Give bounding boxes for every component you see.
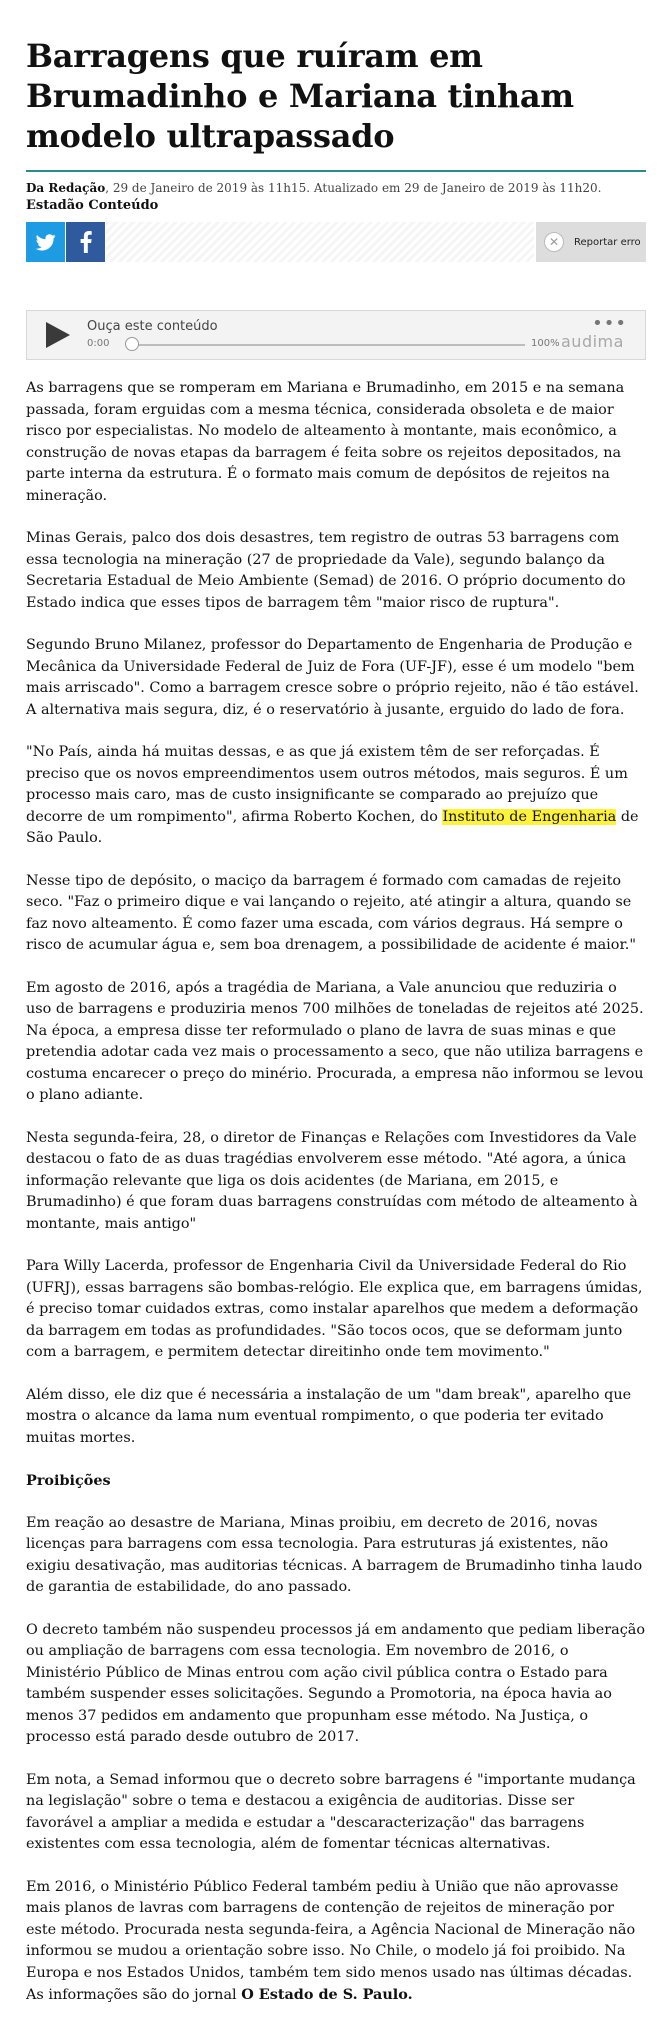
close-circle-icon: ✕ <box>544 232 564 252</box>
player-brand-logo: audima <box>561 332 624 351</box>
paragraph: O decreto também não suspendeu processos já em andamento que pediam liberação ou ampliação de barragens com essa tecnologia. Em novembro de 2016, o Ministério Público de Minas entrou com ação civil pública contra o Estado para também suspender esses solicitações. Segundo a Promotoria, na época havia ao menos 37 pedidos em andamento que propunham esse método. Na Justiça, o processo está parado desde outubro de 2017. <box>26 1621 646 1745</box>
instituto-engenharia-link[interactable]: Instituto de Engenharia <box>442 808 617 825</box>
headline-divider <box>26 170 646 172</box>
twitter-share-button[interactable] <box>26 222 65 262</box>
audio-player <box>26 310 646 360</box>
share-bar-pattern <box>106 222 534 262</box>
paragraph-text: de São Paulo. <box>26 808 639 846</box>
paragraph-text: "No País, ainda há muitas dessas, e as que já existem têm de ser reforçadas. É preciso que os novos empreendimentos usem outros métodos, mais seguros. É um processo mais caro, mas de custo insignificante se comparado ao prejuízo que decorre de um rompimento", afirma Roberto Kochen, do <box>26 744 628 825</box>
facebook-icon <box>80 231 92 253</box>
facebook-share-button[interactable] <box>66 222 105 262</box>
byline <box>26 180 646 214</box>
paragraph: Para Willy Lacerda, professor de Engenharia Civil da Universidade Federal do Rio (UFRJ), essas barragens são bombas-relógio. Ele explica que, em barragens úmidas, é preciso tomar cuidados extras, como instalar aparelhos que medem a deformação da barragem em todas as profundidades. "São tocos ocos, que se deformam junto com a barragem, e permitem detectar direitinho onde tem movimento." <box>26 1258 643 1360</box>
paragraph: Segundo Bruno Milanez, professor do Departamento de Engenharia de Produção e Mecânica da Universidade Federal de Juiz de Fora (UF-JF), esse é um modelo "bem mais arriscado". Como a barragem cresce sobre o próprio rejeito, não é tão estável. A alternativa mais segura, diz, é o reservatório à jusante, erguido do lado de fora. <box>26 637 639 718</box>
player-progress-handle[interactable] <box>125 337 139 351</box>
section-heading-proibicoes: Proibições <box>26 1472 111 1489</box>
report-error-label: Reportar erro <box>574 236 641 248</box>
byline-dates: , 29 de Janeiro de 2019 às 11h15. Atualizado em 29 de Janeiro de 2019 às 11h20. <box>105 181 602 195</box>
report-error-button[interactable] <box>536 222 646 262</box>
paragraph <box>26 742 646 850</box>
player-time: 0:00 <box>87 338 110 349</box>
paragraph: Além disso, ele diz que é necessária a instalação de um "dam break", aparelho que mostra o alcance da lama num eventual rompimento, o que poderia ter evitado muitas mortes. <box>26 1386 632 1446</box>
paragraph-text: Em 2016, o Ministério Público Federal também pediu à União que não aprovasse mais planos de lavras com barragens de contenção de rejeitos de mineração por este método. Procurada nesta segunda-feira, a Agência Nacional de Mineração não informou se mudou a orientação sobre isso. No Chile, o modelo já foi proibido. Na Europa e nos Estados Unidos, também tem sido menos usado nas últimas décadas. As informações são do jornal <box>26 1878 636 2003</box>
article-body <box>26 378 646 2007</box>
byline-author: Da Redação <box>26 181 106 195</box>
share-bar <box>26 222 646 262</box>
paragraph: Em nota, a Semad informou que o decreto sobre barragens é "importante mudança na legislação" sobre o tema e destacou a exigência de auditorias. Disse ser favorável a ampliar a medida e estudar a "descaracterização" das barragens existentes com essa tecnologia, além de fomentar técnicas alternativas. <box>26 1771 636 1852</box>
paragraph: Nesta segunda-feira, 28, o diretor de Finanças e Relações com Investidores da Vale destacou o fato de as duas tragédias envolverem esse método. "Até agora, a única informação relevante que liga os dois acidentes (de Mariana, em 2015, e Brumadinho) é que foram duas barragens construídas com método de alteamento à montante, mais antigo" <box>26 1129 638 1232</box>
player-title: Ouça este conteúdo <box>87 319 218 334</box>
article-page <box>26 0 646 2028</box>
headline: Barragens que ruíram em Brumadinho e Mariana tinham modelo ultrapassado <box>26 37 574 155</box>
play-icon[interactable] <box>43 321 71 349</box>
twitter-icon <box>36 234 56 251</box>
paragraph: Minas Gerais, palco dos dois desastres, tem registro de outras 53 barragens com essa tecnologia na mineração (27 de propriedade da Vale), segundo balanço da Secretaria Estadual de Meio Ambiente (Semad) de 2016. O próprio documento do Estado indica que esses tipos de barragem têm "maior risco de ruptura". <box>26 530 626 611</box>
paragraph: As barragens que se romperam em Mariana e Brumadinho, em 2015 e na semana passada, foram erguidas com a mesma técnica, considerada obsoleta e de maior risco por especialistas. No modelo de alteamento à montante, mais econômico, a construção de novas etapas da barragem é feita sobre os rejeitos depositados, na parte interna da estrutura. É o formato mais comum de depósitos de rejeitos na mineração. <box>26 380 625 504</box>
paragraph: Em reação ao desastre de Mariana, Minas proibiu, em decreto de 2016, novas licenças para barragens com essa tecnologia. Para estruturas já existentes, não exigiu desativação, mas auditorias técnicas. A barragem de Brumadinho tinha laudo de garantia de estabilidade, do ano passado. <box>26 1514 643 1595</box>
player-progress-track[interactable] <box>127 344 525 346</box>
paragraph <box>26 1877 646 2007</box>
paragraph: Em agosto de 2016, após a tragédia de Mariana, a Vale anunciou que reduziria o uso de barragens e produziria menos 700 milhões de toneladas de rejeitos até 2025. Na época, a empresa disse ter reformulado o plano de lavra de suas minas e que pretendia adotar cada vez mais o processamento a seco, que não utiliza barragens e costuma encarecer o preço do minério. Procurada, a empresa não informou se levou o plano adiante. <box>26 979 644 1103</box>
more-options-icon[interactable]: ••• <box>592 313 627 334</box>
player-volume: 100% <box>531 338 560 349</box>
byline-agency: Estadão Conteúdo <box>26 198 159 213</box>
paragraph: Nesse tipo de depósito, o maciço da barragem é formado com camadas de rejeito seco. "Faz o primeiro dique e vai lançando o rejeito, até atingir a altura, quando se faz novo alteamento. É como fazer uma escada, com vários degraus. Há sempre o risco de acumular água e, sem boa drenagem, a possibilidade de acidente é maior." <box>26 872 636 953</box>
source-newspaper: O Estado de S. Paulo. <box>241 1986 413 2003</box>
